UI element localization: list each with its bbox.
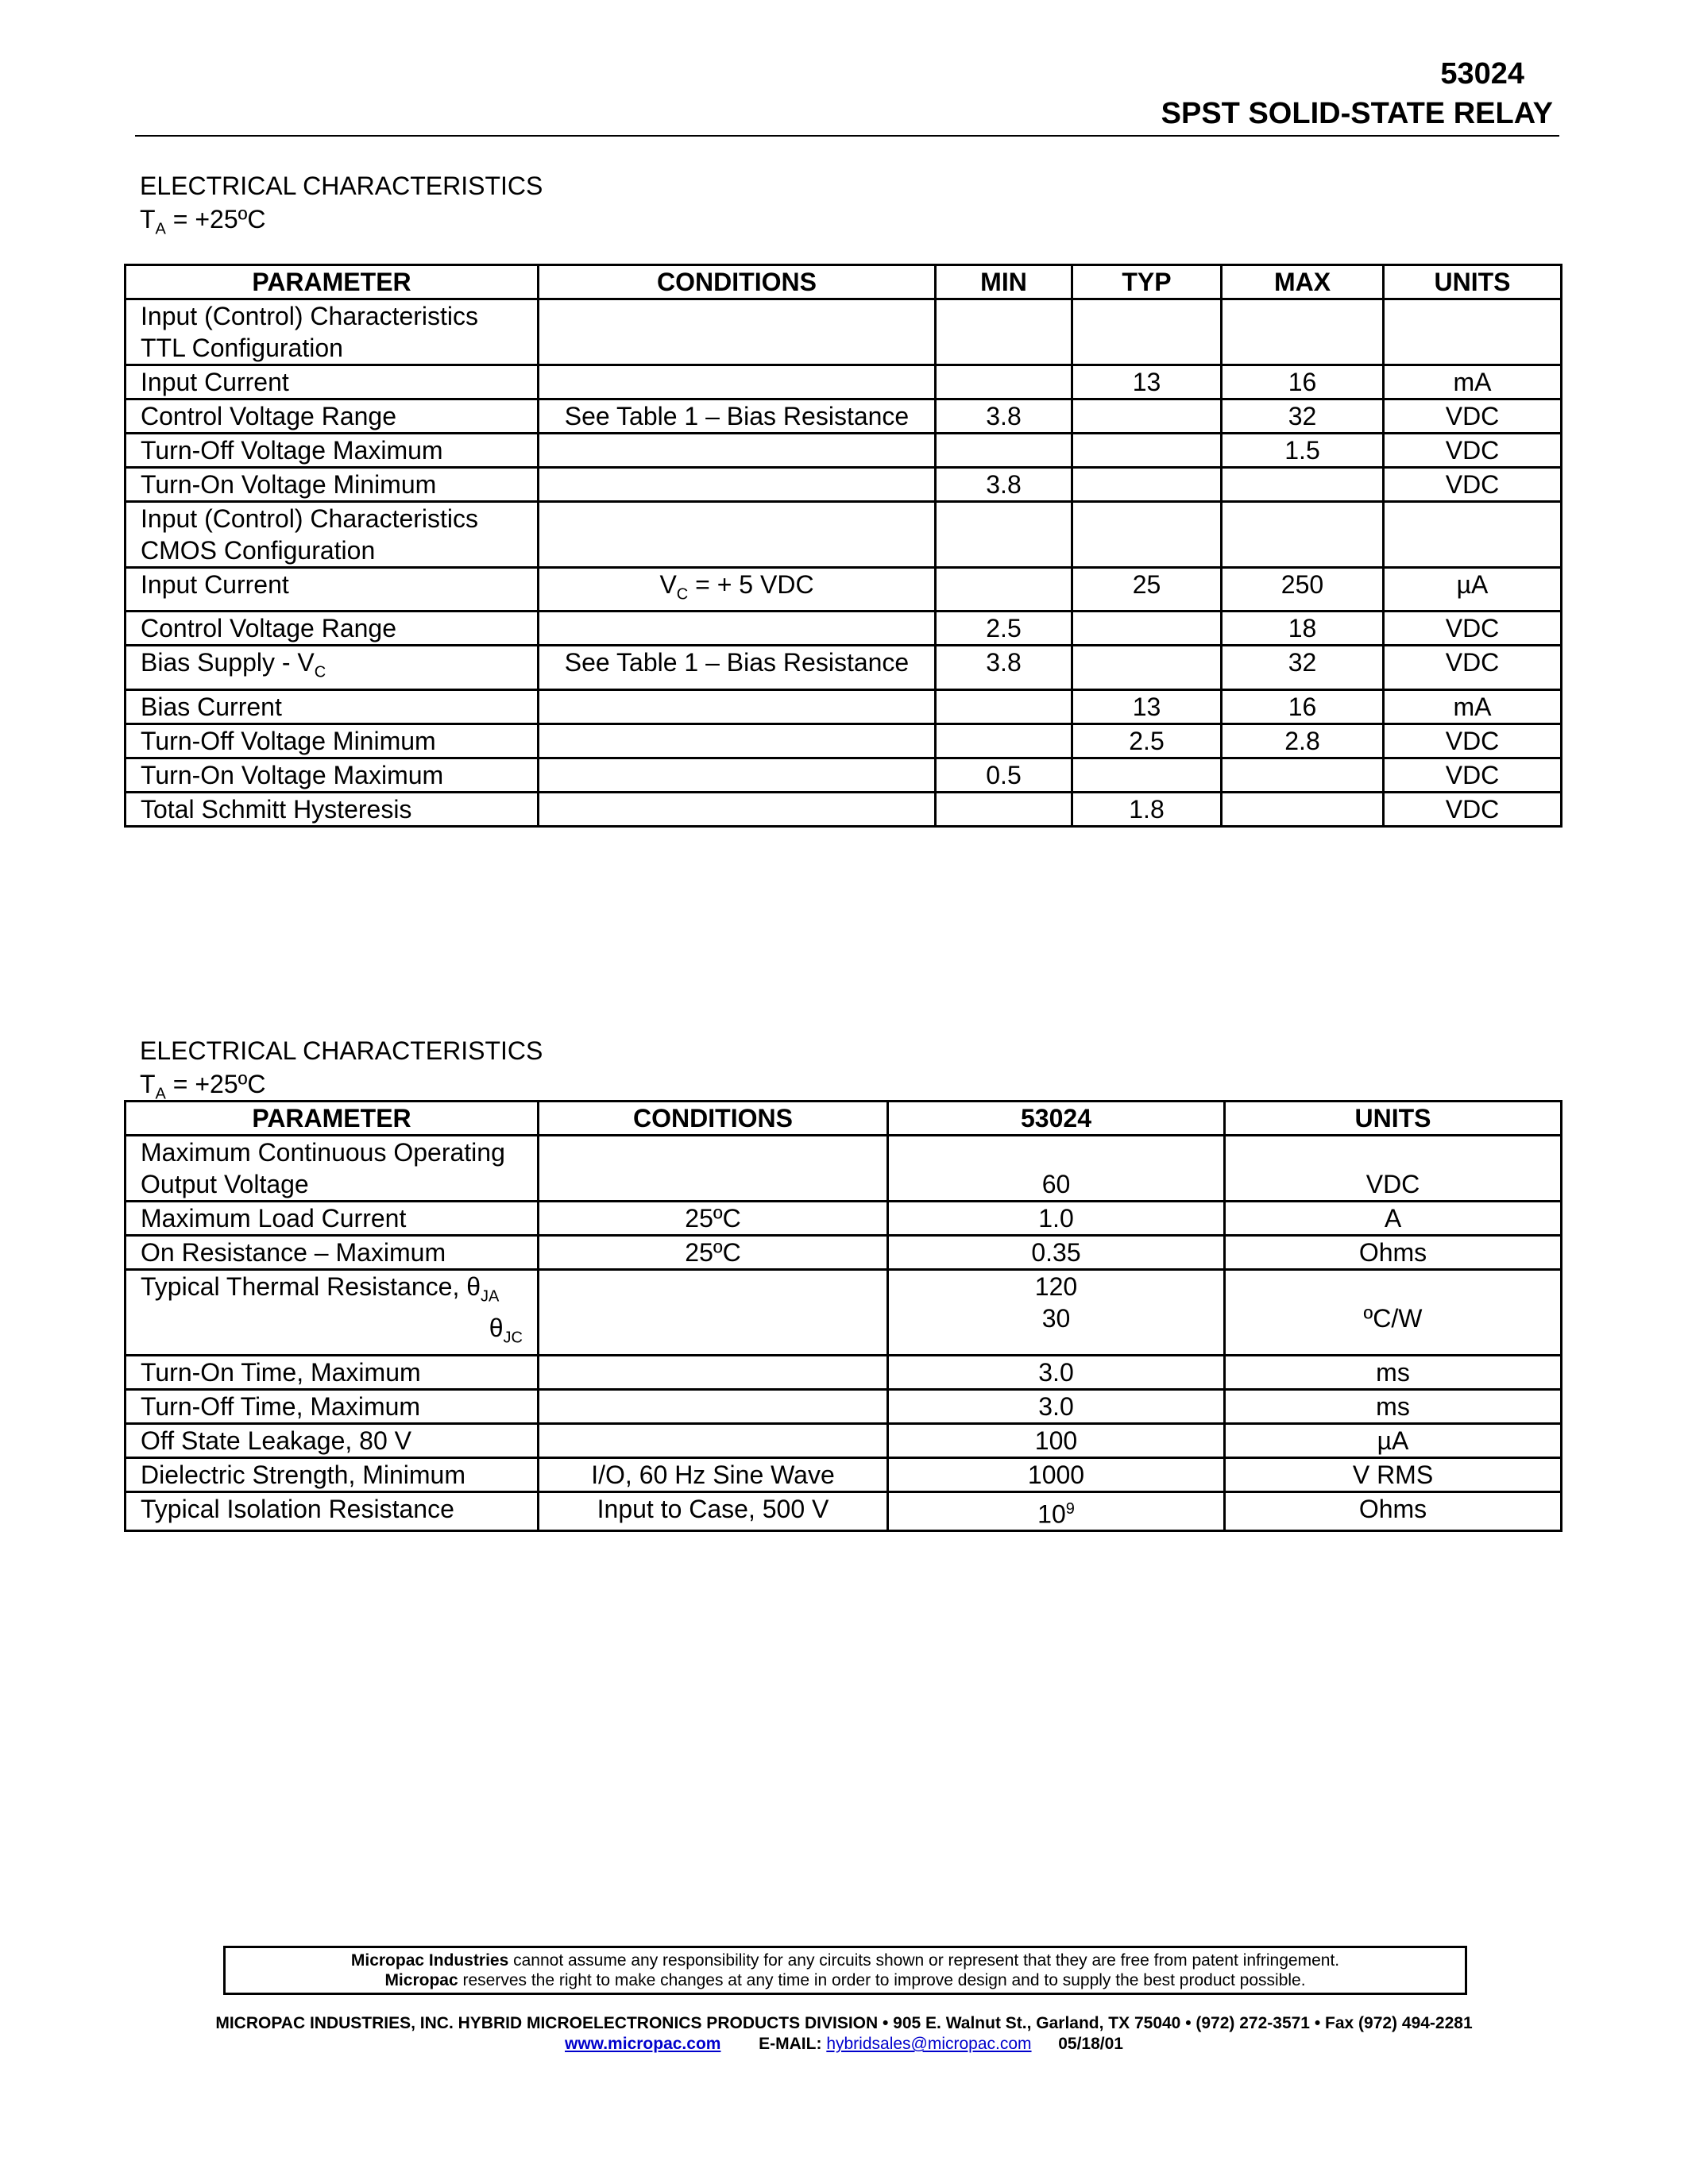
min-cell: 0.5 — [936, 758, 1072, 792]
units-cell: ºC/W — [1225, 1270, 1562, 1356]
typ-cell: 13 — [1072, 365, 1222, 399]
param-cell: Turn-On Voltage Maximum — [126, 758, 539, 792]
table-row — [126, 1236, 1562, 1270]
param-cell: Typical Thermal Resistance, $\theta_{JA}$ $\theta_{JC}$ — [126, 1270, 539, 1356]
value-cell: 1000 — [888, 1457, 1225, 1491]
col-header-parameter: PARAMETER — [126, 265, 539, 299]
typ-cell: 2.5 — [1072, 723, 1222, 758]
units-cell: VDC — [1384, 434, 1562, 468]
cond-cell — [539, 689, 936, 723]
min-cell: 3.8 — [936, 468, 1072, 502]
cond-cell — [539, 792, 936, 826]
cond-cell — [539, 1423, 888, 1457]
units-cell: A — [1225, 1202, 1562, 1236]
cond-cell — [539, 1355, 888, 1389]
cond-cell: See Table 1 – Bias Resistance — [539, 646, 936, 689]
units-cell: VDC — [1384, 723, 1562, 758]
cond-cell — [539, 365, 936, 399]
col-header-conditions: CONDITIONS — [539, 1102, 888, 1136]
min-cell — [936, 792, 1072, 826]
min-cell — [936, 502, 1072, 568]
min-cell — [936, 299, 1072, 365]
param-cell: Total Schmitt Hysteresis — [126, 792, 539, 826]
min-cell: 3.8 — [936, 646, 1072, 689]
value-cell: 3.0 — [888, 1355, 1225, 1389]
table-row — [126, 646, 1562, 689]
col-header-units: UNITS — [1384, 265, 1562, 299]
units-cell: VDC — [1384, 758, 1562, 792]
company-address: MICROPAC INDUSTRIES, INC. HYBRID MICROELECTRONICS PRODUCTS DIVISION • 905 E. Walnut St., Garland, TX 75040 • (972) 272-3571 • Fax (972) 494-2281 — [215, 2014, 1473, 2032]
cond-cell — [539, 1389, 888, 1423]
max-cell — [1222, 758, 1384, 792]
cond-cell — [539, 434, 936, 468]
table-row — [126, 434, 1562, 468]
param-cell: Turn-Off Voltage Maximum — [126, 434, 539, 468]
max-cell: 2.8 — [1222, 723, 1384, 758]
document-title: SPST SOLID-STATE RELAY — [1161, 97, 1553, 130]
table-row — [126, 758, 1562, 792]
param-cell: Input Current — [126, 365, 539, 399]
typ-cell: 25 — [1072, 568, 1222, 612]
units-cell: V RMS — [1225, 1457, 1562, 1491]
units-cell: mA — [1384, 365, 1562, 399]
section1-title: ELECTRICAL CHARACTERISTICS — [140, 172, 543, 200]
max-cell: 32 — [1222, 399, 1384, 434]
typ-cell — [1072, 434, 1222, 468]
units-cell: VDC — [1384, 612, 1562, 646]
min-cell — [936, 568, 1072, 612]
table-row — [126, 1355, 1562, 1389]
cond-cell: 25ºC — [539, 1202, 888, 1236]
email-link[interactable]: hybridsales@micropac.com — [826, 2035, 1032, 2053]
part-number: 53024 — [1440, 57, 1524, 91]
cond-cell: I/O, 60 Hz Sine Wave — [539, 1457, 888, 1491]
col-header-typ: TYP — [1072, 265, 1222, 299]
value-cell: 1.0 — [888, 1202, 1225, 1236]
max-cell — [1222, 502, 1384, 568]
value-cell: 60 — [888, 1136, 1225, 1202]
cond-cell — [539, 1136, 888, 1202]
param-cell: Turn-Off Time, Maximum — [126, 1389, 539, 1423]
col-header-min: MIN — [936, 265, 1072, 299]
header-rule — [135, 135, 1559, 137]
typ-cell — [1072, 468, 1222, 502]
disclaimer-line-2: Micropac reserves the right to make changes at any time in order to improve design and to supply the best product possible. — [384, 1971, 1306, 1989]
param-cell: Control Voltage Range — [126, 612, 539, 646]
typ-cell — [1072, 299, 1222, 365]
units-cell: ms — [1225, 1355, 1562, 1389]
table-row — [126, 1457, 1562, 1491]
section2-condition: $T_A$ = +25ºC — [140, 1070, 266, 1103]
table-row — [126, 502, 1562, 568]
typ-cell — [1072, 399, 1222, 434]
units-cell: VDC — [1225, 1136, 1562, 1202]
param-cell: Turn-Off Voltage Minimum — [126, 723, 539, 758]
table-row — [126, 723, 1562, 758]
col-header-part-value: 53024 — [888, 1102, 1225, 1136]
value-cell: 0.35 — [888, 1236, 1225, 1270]
revision-date: 05/18/01 — [1058, 2035, 1123, 2053]
units-cell: µA — [1225, 1423, 1562, 1457]
min-cell — [936, 689, 1072, 723]
table-row — [126, 1136, 1562, 1202]
table-row — [126, 1270, 1562, 1356]
col-header-parameter: PARAMETER — [126, 1102, 539, 1136]
table-row — [126, 1389, 1562, 1423]
param-cell: Bias Supply - $V_C$ — [126, 646, 539, 689]
typ-cell — [1072, 612, 1222, 646]
units-cell: VDC — [1384, 792, 1562, 826]
value-cell: 3.0 — [888, 1389, 1225, 1423]
min-cell: 2.5 — [936, 612, 1072, 646]
max-cell: 32 — [1222, 646, 1384, 689]
param-cell: Input (Control) Characteristics CMOS Configuration — [126, 502, 539, 568]
value-cell: 100 — [888, 1423, 1225, 1457]
table-header-row — [126, 265, 1562, 299]
max-cell: 250 — [1222, 568, 1384, 612]
units-cell: mA — [1384, 689, 1562, 723]
units-cell — [1384, 502, 1562, 568]
units-cell: Ohms — [1225, 1236, 1562, 1270]
table-row — [126, 1423, 1562, 1457]
units-cell — [1384, 299, 1562, 365]
contact-line — [0, 2035, 1688, 2054]
units-cell: VDC — [1384, 468, 1562, 502]
cond-cell — [539, 468, 936, 502]
param-cell: Off State Leakage, 80 V — [126, 1423, 539, 1457]
max-cell — [1222, 468, 1384, 502]
param-cell: Turn-On Time, Maximum — [126, 1355, 539, 1389]
param-cell: Input (Control) Characteristics TTL Configuration — [126, 299, 539, 365]
param-cell: On Resistance – Maximum — [126, 1236, 539, 1270]
typ-cell: 1.8 — [1072, 792, 1222, 826]
param-cell: Turn-On Voltage Minimum — [126, 468, 539, 502]
param-cell: Control Voltage Range — [126, 399, 539, 434]
table-row — [126, 1202, 1562, 1236]
section2-title: ELECTRICAL CHARACTERISTICS — [140, 1036, 543, 1065]
typ-cell — [1072, 758, 1222, 792]
website-link[interactable]: www.micropac.com — [565, 2035, 721, 2053]
param-cell: Bias Current — [126, 689, 539, 723]
disclaimer-box — [223, 1946, 1467, 1995]
param-cell: Maximum Continuous Operating Output Voltage — [126, 1136, 539, 1202]
disclaimer-line-1: Micropac Industries cannot assume any responsibility for any circuits shown or represent that they are free from patent infringement. — [350, 1951, 1340, 1970]
cond-cell — [539, 758, 936, 792]
units-cell: VDC — [1384, 399, 1562, 434]
param-cell: Maximum Load Current — [126, 1202, 539, 1236]
table-row — [126, 612, 1562, 646]
typ-cell: 13 — [1072, 689, 1222, 723]
cond-cell — [539, 1270, 888, 1356]
max-cell: 18 — [1222, 612, 1384, 646]
max-cell: 16 — [1222, 365, 1384, 399]
col-header-conditions: CONDITIONS — [539, 265, 936, 299]
max-cell — [1222, 299, 1384, 365]
units-cell: µA — [1384, 568, 1562, 612]
units-cell: VDC — [1384, 646, 1562, 689]
min-cell: 3.8 — [936, 399, 1072, 434]
units-cell: ms — [1225, 1389, 1562, 1423]
cond-cell — [539, 612, 936, 646]
cond-cell: $V_C$ = + 5 VDC — [539, 568, 936, 612]
table-row — [126, 568, 1562, 612]
param-cell: Typical Isolation Resistance — [126, 1491, 539, 1531]
cond-cell — [539, 299, 936, 365]
cond-cell: 25ºC — [539, 1236, 888, 1270]
table-row — [126, 468, 1562, 502]
email-label: E-MAIL: — [759, 2035, 822, 2053]
units-cell: Ohms — [1225, 1491, 1562, 1531]
param-cell: Dielectric Strength, Minimum — [126, 1457, 539, 1491]
cond-cell: See Table 1 – Bias Resistance — [539, 399, 936, 434]
value-cell: 120 30 — [888, 1270, 1225, 1356]
cond-cell — [539, 723, 936, 758]
max-cell: 16 — [1222, 689, 1384, 723]
table-row — [126, 399, 1562, 434]
cond-cell — [539, 502, 936, 568]
typ-cell — [1072, 646, 1222, 689]
electrical-characteristics-table-1 — [124, 264, 1562, 828]
table-row — [126, 299, 1562, 365]
param-cell: Input Current — [126, 568, 539, 612]
typ-cell — [1072, 502, 1222, 568]
table-row — [126, 689, 1562, 723]
max-cell: 1.5 — [1222, 434, 1384, 468]
value-cell: $10^9$ — [888, 1491, 1225, 1531]
table-row — [126, 1491, 1562, 1531]
min-cell — [936, 723, 1072, 758]
table-row — [126, 365, 1562, 399]
table-row — [126, 792, 1562, 826]
electrical-characteristics-table-2 — [124, 1100, 1562, 1532]
section1-condition: $T_A$ = +25ºC — [140, 205, 266, 238]
col-header-max: MAX — [1222, 265, 1384, 299]
min-cell — [936, 365, 1072, 399]
max-cell — [1222, 792, 1384, 826]
min-cell — [936, 434, 1072, 468]
col-header-units: UNITS — [1225, 1102, 1562, 1136]
table-header-row — [126, 1102, 1562, 1136]
cond-cell: Input to Case, 500 V — [539, 1491, 888, 1531]
